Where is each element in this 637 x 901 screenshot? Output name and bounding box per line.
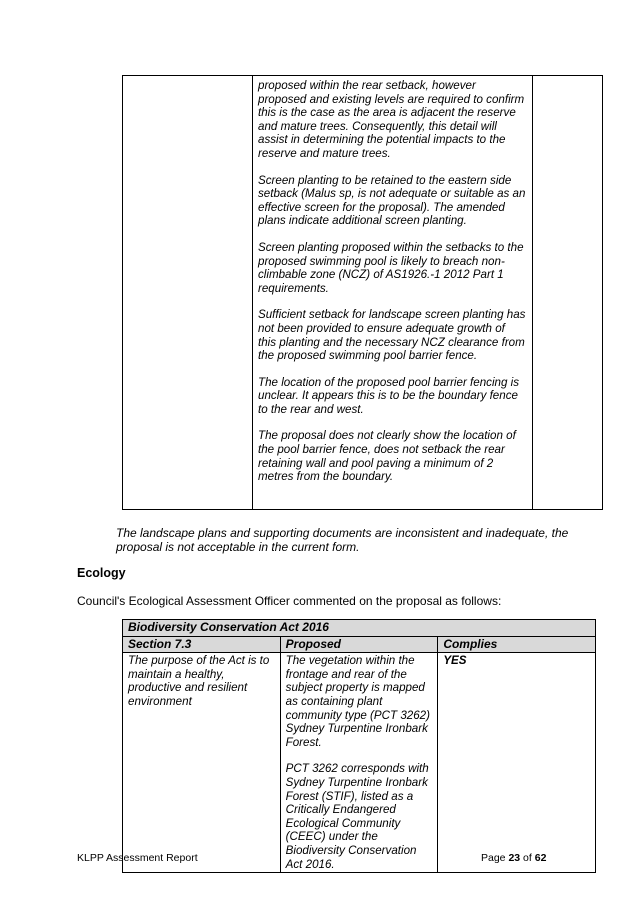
table-row [123,76,603,510]
table-row [123,653,596,873]
comment-paragraph-1: proposed within the rear setback, however proposed and existing levels are required to confirm this is the case as the area is adjacent the reserve and mature trees. Consequently, this detail will assist in determining the potential impacts to the reserve and mature trees. [258,79,525,160]
biodiversity-table [122,619,596,873]
landscape-comments-table [122,75,603,510]
comment-paragraph-5: The location of the proposed pool barrier fencing is unclear. It appears this is to be the boundary fence to the rear and west. [258,375,520,416]
header-section: Section 7.3 [123,636,281,653]
header-proposed: Proposed [280,636,438,653]
intro-text: Council's Ecological Assessment Officer commented on the proposal as follows: [77,594,502,608]
empty-cell-left [123,76,253,510]
table-header-row [123,636,596,653]
comment-paragraph-4: Sufficient setback for landscape screen planting has not been provided to ensure adequate growth of this planting and the necessary NCZ clearance from the proposed swimming pool barrier fence. [258,308,526,363]
table-title: Biodiversity Conservation Act 2016 [123,620,596,637]
footer-report-name: KLPP Assessment Report [77,852,198,864]
comment-paragraph-3: Screen planting proposed within the setbacks to the proposed swimming pool is likely to breach non-climbable zone (NCZ) of AS1926.-1 2012 Part 1 requirements. [258,240,524,295]
page-current: 23 [508,852,521,864]
comments-cell [253,76,533,510]
page-of: of [520,852,535,864]
comment-paragraph-6: The proposal does not clearly show the location of the pool barrier fence, does not setback the rear retaining wall and pool paving a minimum of 2 metres from the boundary. [258,429,516,484]
proposed-paragraph-1: The vegetation within the frontage and rear of the subject property is mapped as containing plant community type (PCT 3262) Sydney Turpentine Ironbark Forest. [285,654,430,749]
header-complies: Complies [438,636,596,653]
page-prefix: Page [481,852,509,864]
comment-paragraph-2: Screen planting to be retained to the eastern side setback (Malus sp, is not adequate or suitable as an effective screen for the proposal). The amended plans indicate additional screen planting. [258,173,526,228]
proposed-paragraph-2: PCT 3262 corresponds with Sydney Turpentine Ironbark Forest (STIF), listed as a Critically Endangered Ecological Community (CEEC) under the Biodiversity Conservation Act 2016. [285,762,429,871]
footer-page-number [481,852,546,864]
empty-cell-right [533,76,603,510]
cell-proposed [280,653,438,873]
cell-section: The purpose of the Act is to maintain a healthy, productive and resilient environment [123,653,281,873]
table-title-row [123,620,596,637]
section-heading: Ecology [77,566,126,580]
landscape-summary: The landscape plans and supporting documents are inconsistent and inadequate, the proposal is not acceptable in the current form. [116,526,569,554]
page-total: 62 [534,852,547,864]
cell-complies: YES [438,653,596,873]
